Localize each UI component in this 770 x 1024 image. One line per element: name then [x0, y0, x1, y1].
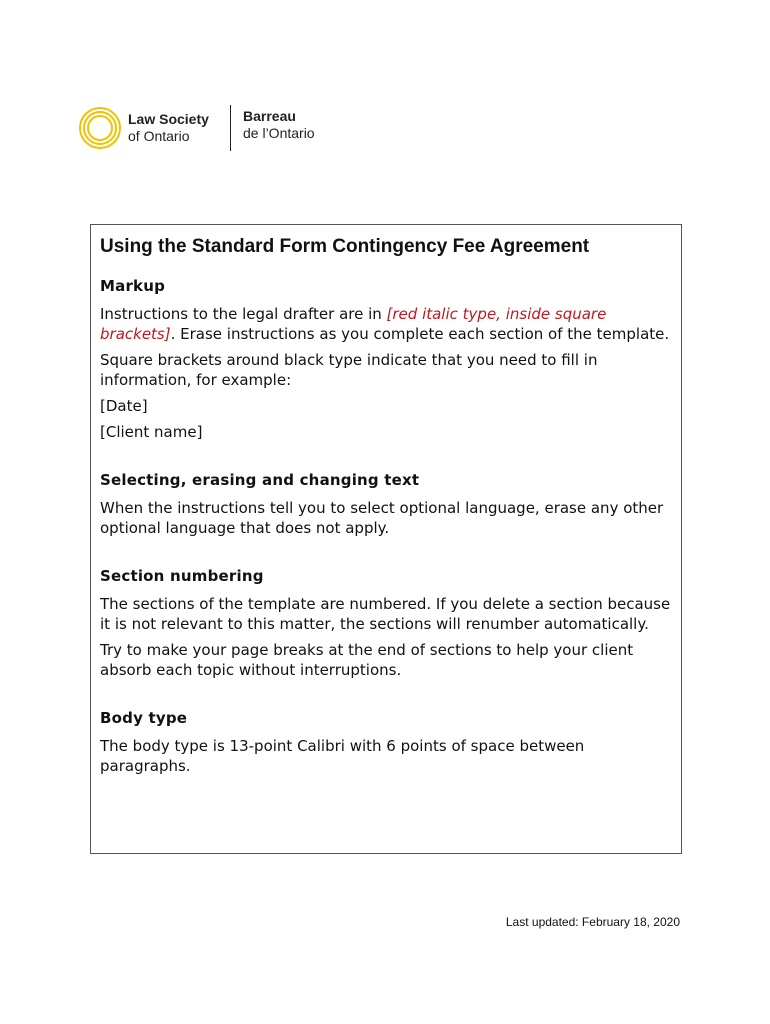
logo-en-line1: Law Society — [128, 111, 209, 127]
markup-example-client: [Client name] — [100, 423, 203, 441]
markup-example-date: [Date] — [100, 397, 148, 415]
markup-p1-after: . Erase instructions as you complete each section of the template. — [170, 325, 670, 343]
heading-markup: Markup — [100, 277, 166, 295]
markup-p1-before: Instructions to the legal drafter are in — [100, 305, 387, 323]
law-society-logo — [78, 103, 338, 155]
markup-paragraph-1 — [100, 304, 672, 344]
selecting-paragraph-1: When the instructions tell you to select optional language, erase any other optional language that does not apply. — [100, 499, 664, 537]
heading-body-type: Body type — [100, 709, 188, 727]
logo-fr-line2: de l’Ontario — [243, 125, 315, 141]
numbering-paragraph-1: The sections of the template are numbered. If you delete a section because it is not relevant to this matter, the sections will renumber automatically. — [100, 595, 671, 633]
logo-french-text — [243, 108, 315, 142]
body-type-paragraph-1: The body type is 13-point Calibri with 6 points of space between paragraphs. — [100, 737, 585, 775]
markup-paragraph-2: Square brackets around black type indicate that you need to fill in information, for example: — [100, 351, 598, 389]
heading-section-numbering: Section numbering — [100, 567, 264, 585]
instructions-box — [90, 224, 682, 854]
last-updated: Last updated: February 18, 2020 — [505, 915, 680, 929]
numbering-paragraph-2: Try to make your page breaks at the end of sections to help your client absorb each topic without interruptions. — [100, 641, 634, 679]
heading-selecting: Selecting, erasing and changing text — [100, 471, 420, 489]
logo-english-text — [128, 111, 209, 145]
box-title: Using the Standard Form Contingency Fee Agreement — [100, 236, 590, 257]
logo-ring-icon — [78, 106, 122, 150]
logo-divider — [230, 105, 231, 151]
markup-p1-red-text: [red italic type, inside square brackets] — [100, 305, 607, 343]
logo-fr-line1: Barreau — [243, 108, 296, 124]
logo-en-line2: of Ontario — [128, 128, 190, 144]
